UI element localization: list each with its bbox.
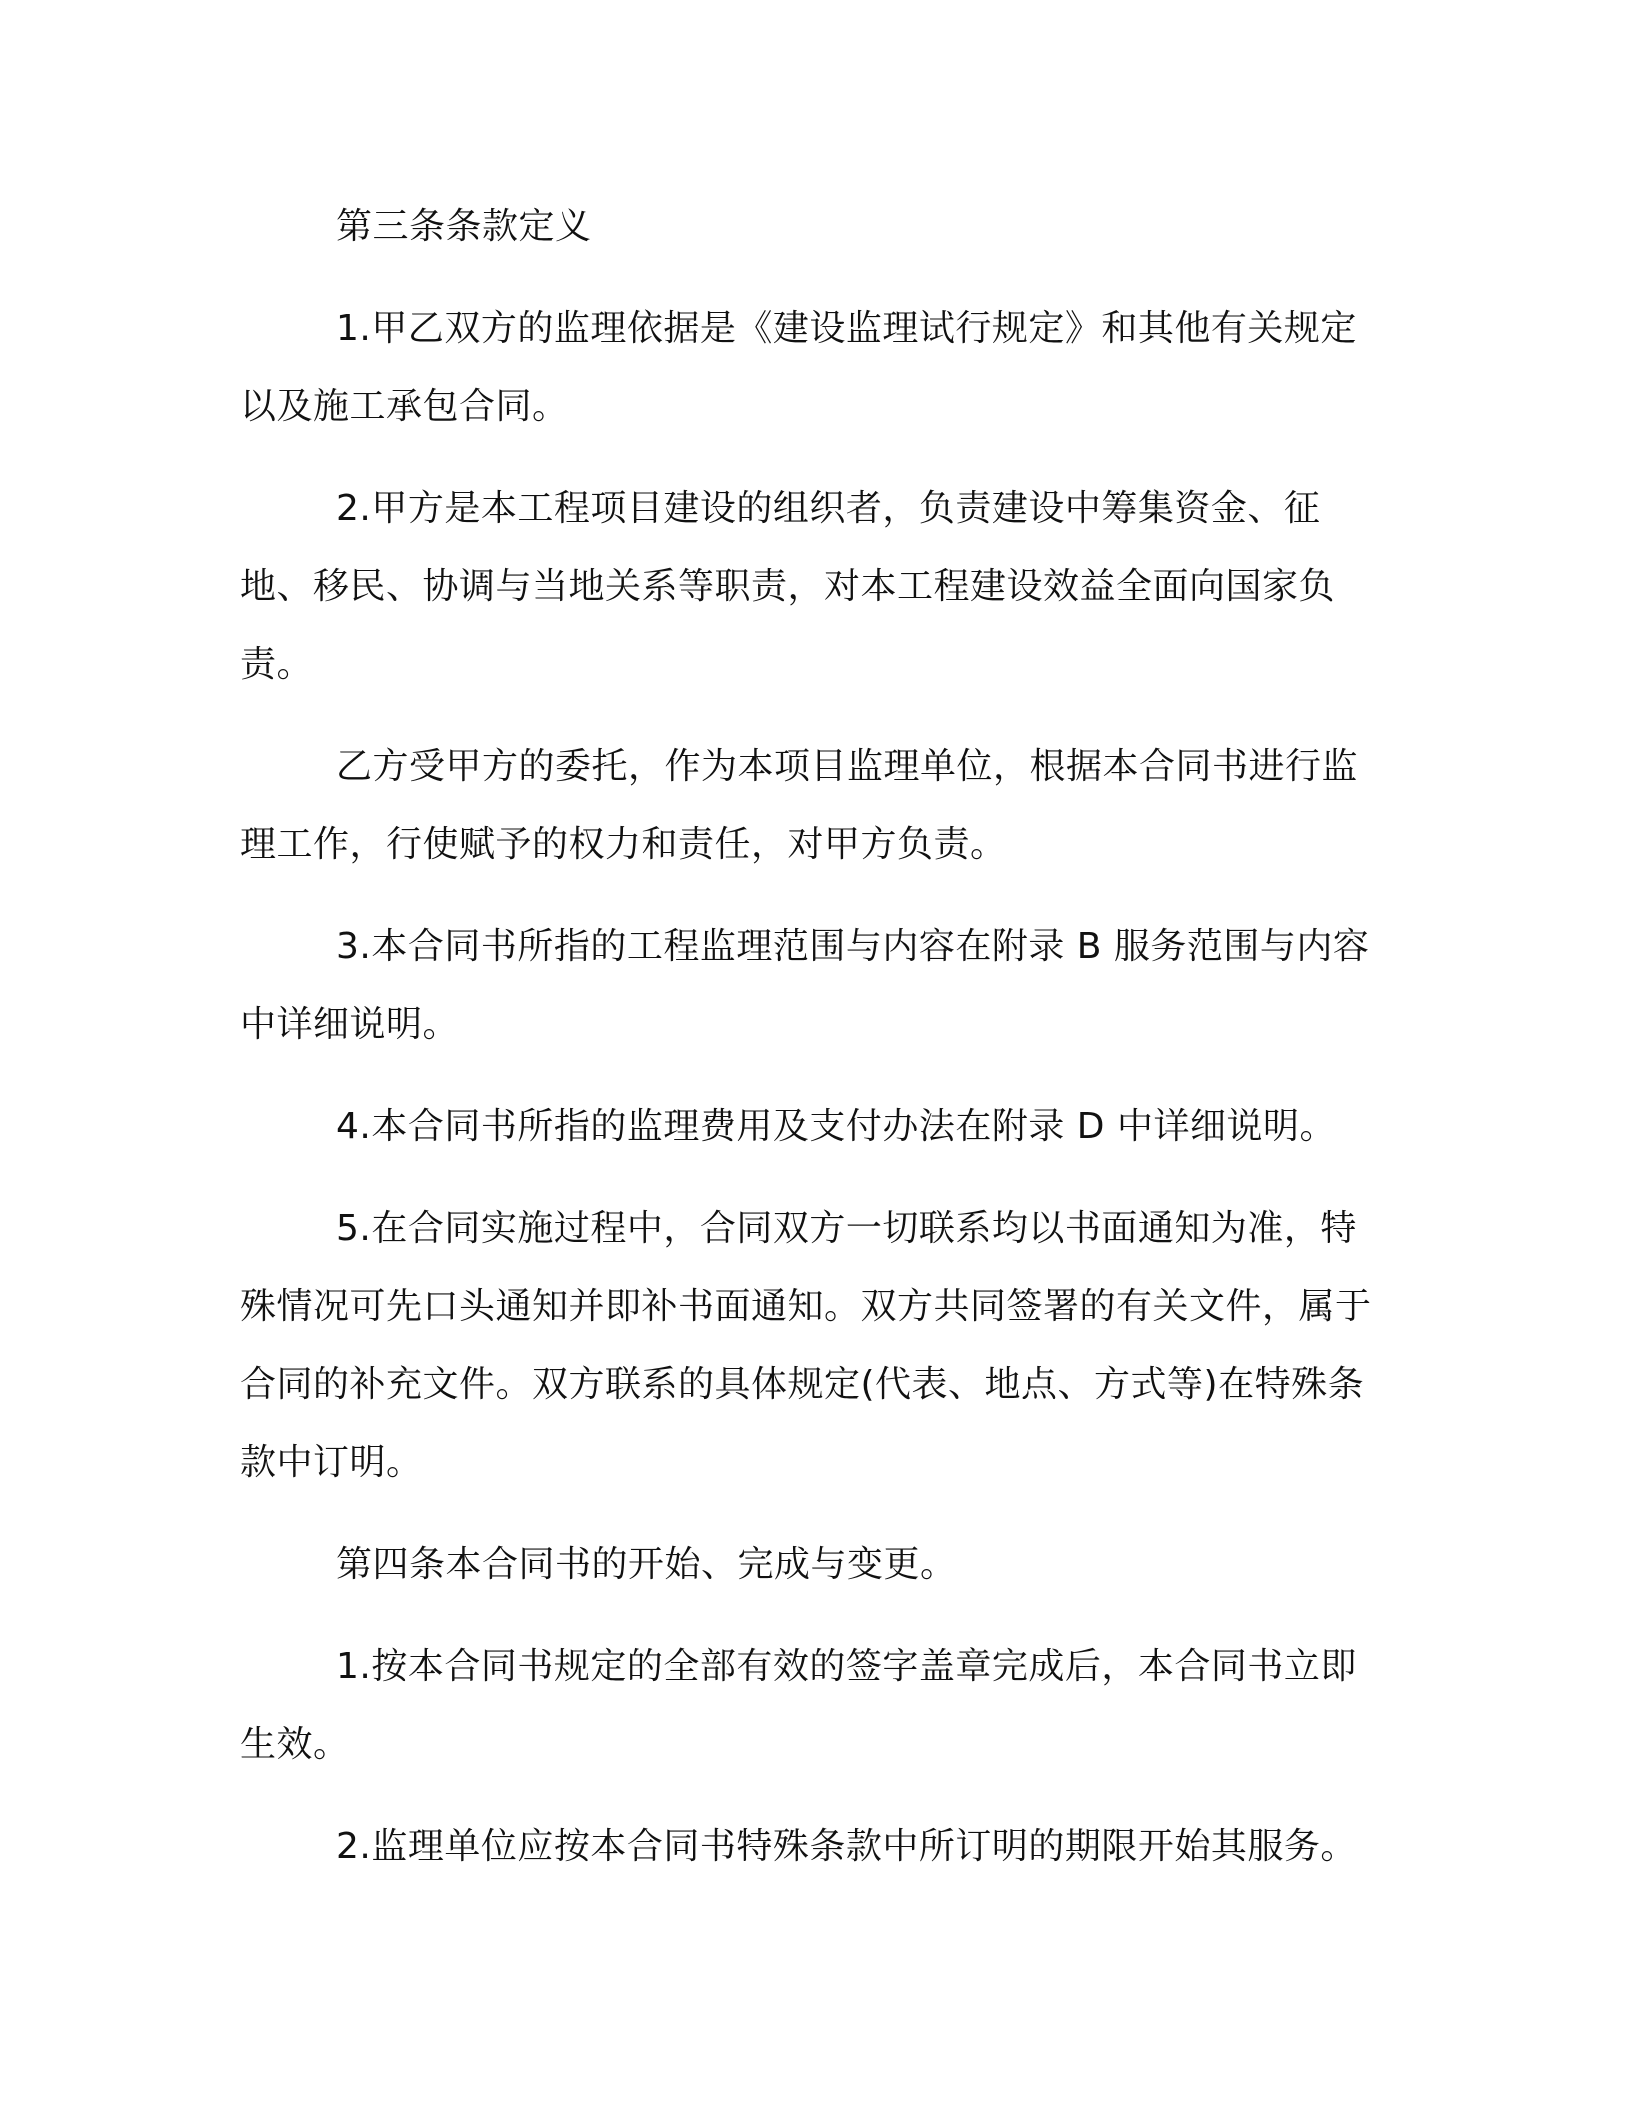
article-3-clause-1: 1.甲乙双方的监理依据是《建设监理试行规定》和其他有关规定以及施工承包合同。	[240, 308, 1357, 427]
article-3-clause-2-continued: 乙方受甲方的委托，作为本项目监理单位，根据本合同书进行监理工作，行使赋予的权力和责任，对甲方负责。	[240, 746, 1359, 865]
article-3-clause-3: 3.本合同书所指的工程监理范围与内容在附录 B 服务范围与内容中详细说明。	[240, 926, 1370, 1045]
article-3-clause-4: 4.本合同书所指的监理费用及支付办法在附录 D 中详细说明。	[336, 1106, 1336, 1147]
article-4-clause-1: 1.按本合同书规定的全部有效的签字盖章完成后，本合同书立即生效。	[240, 1646, 1357, 1765]
article-3-clause-5: 5.在合同实施过程中，合同双方一切联系均以书面通知为准，特殊情况可先口头通知并即补书面通知。双方共同签署的有关文件，属于合同的补充文件。双方联系的具体规定(代表、地点、方式等)在特殊条款中订明。	[240, 1208, 1372, 1483]
article-4-heading: 第四条本合同书的开始、完成与变更。	[336, 1544, 957, 1585]
article-3-heading: 第三条条款定义	[336, 206, 592, 247]
article-4-clause-2: 2.监理单位应按本合同书特殊条款中所订明的期限开始其服务。	[336, 1826, 1357, 1867]
document-body	[240, 188, 1390, 1886]
article-3-clause-2: 2.甲方是本工程项目建设的组织者，负责建设中筹集资金、征地、移民、协调与当地关系等职责，对本工程建设效益全面向国家负责。	[240, 488, 1336, 685]
